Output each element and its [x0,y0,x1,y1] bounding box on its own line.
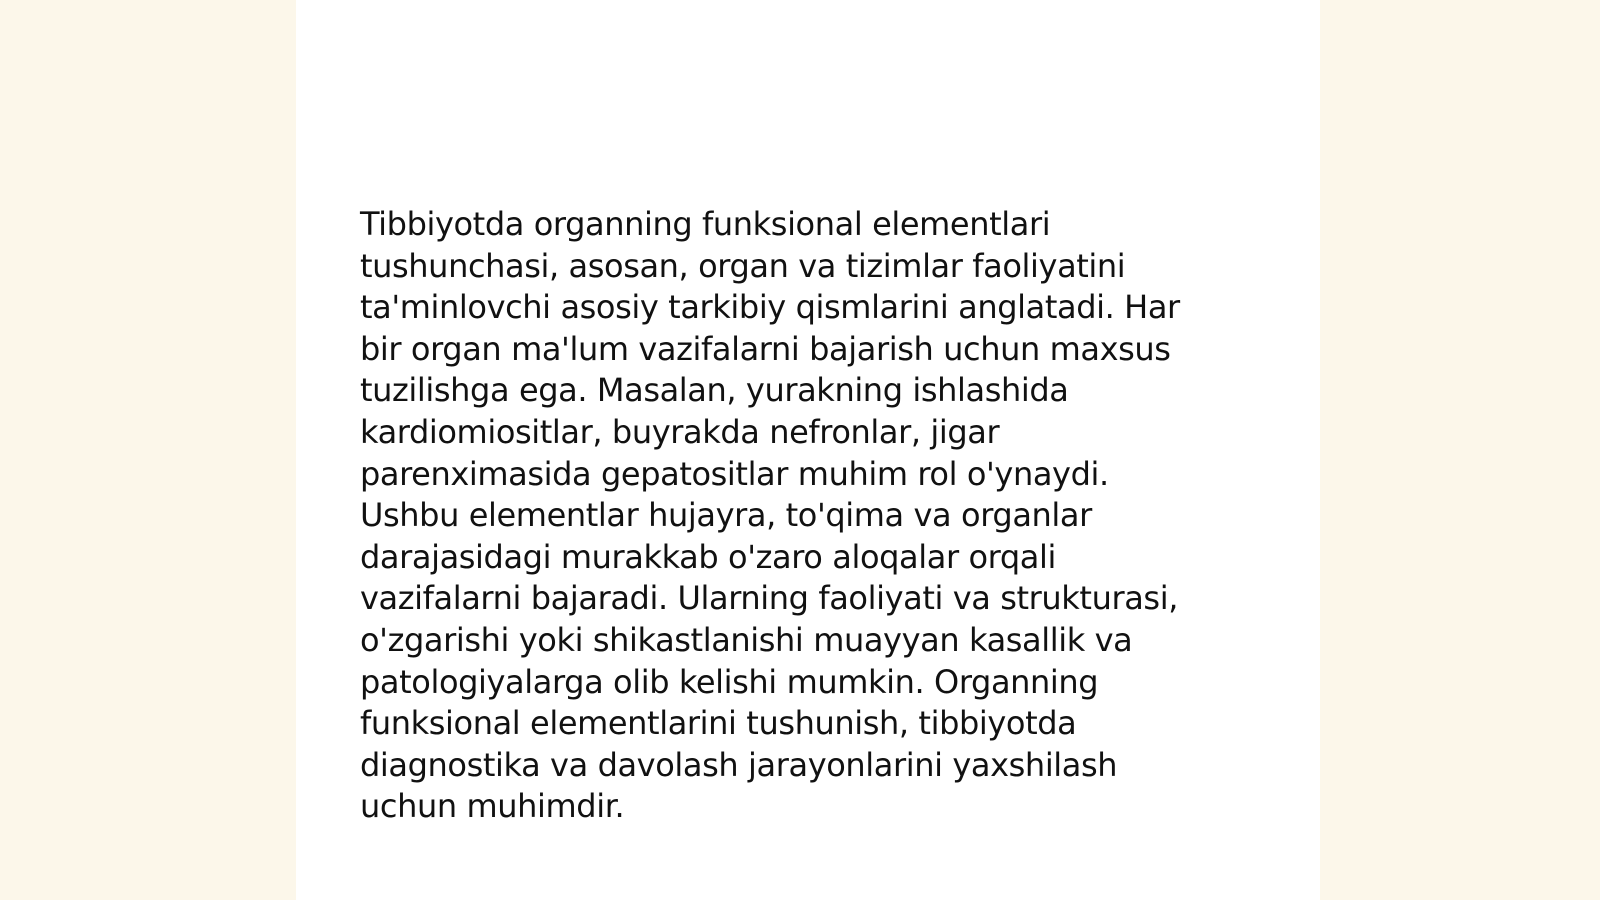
body-paragraph: Tibbiyotda organning funksional elementlari tushunchasi, asosan, organ va tizimlar faoliyatini ta'minlovchi asosiy tarkibiy qismlarini anglatadi. Har bir organ ma'lum vazifalarni bajarish uchun maxsus tuzilishga ega. Masalan, yurakning ishlashida kardiomiositlar, buyrakda nefronlar, jigar parenximasida gepatositlar muhim rol o'ynaydi. Ushbu elementlar hujayra, to'qima va organlar darajasidagi murakkab o'zaro aloqalar orqali vazifalarni bajaradi. Ularning faoliyati va strukturasi, o'zgarishi yoki shikastlanishi muayyan kasallik va patologiyalarga olib kelishi mumkin. Organning funksional elementlarini tushunish, tibbiyotda diagnostika va davolash jarayonlarini yaxshilash uchun muhimdir. [360,205,1180,826]
document-page [296,0,1320,900]
